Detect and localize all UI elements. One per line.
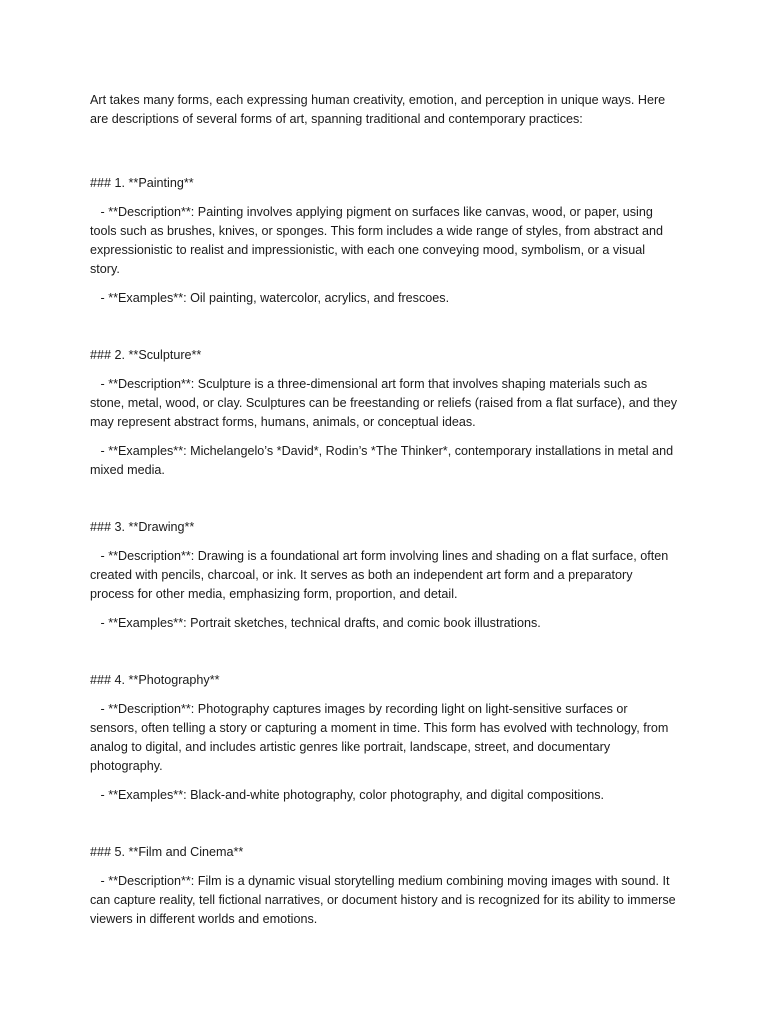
- section-examples: - **Examples**: Oil painting, watercolor, acrylics, and frescoes.: [90, 291, 450, 305]
- section-heading: ### 1. **Painting**: [90, 176, 194, 190]
- section-description: - **Description**: Sculpture is a three-dimensional art form that involves shaping materials such as stone, metal, wood, or clay. Sculptures can be freestanding or reliefs (raised from a flat surface), and they may represent abstract forms, humans, animals, or conceptual ideas.: [90, 377, 681, 429]
- section-painting: [90, 174, 678, 308]
- section-drawing: [90, 518, 678, 633]
- section-description: - **Description**: Photography captures images by recording light on light-sensitive surfaces or sensors, often telling a story or capturing a moment in time. This form has evolved with technology, from analog to digital, and includes artistic genres like portrait, landscape, street, and documentary photography.: [90, 702, 672, 773]
- document-page: [90, 91, 681, 939]
- section-photography: [90, 671, 678, 805]
- section-examples: - **Examples**: Portrait sketches, technical drafts, and comic book illustrations.: [90, 616, 541, 630]
- section-description: - **Description**: Drawing is a foundational art form involving lines and shading on a flat surface, often created with pencils, charcoal, or ink. It serves as both an independent art form and a preparatory process for other media, emphasizing form, proportion, and detail.: [90, 549, 672, 601]
- section-examples: - **Examples**: Black-and-white photography, color photography, and digital compositions.: [90, 788, 605, 802]
- section-heading: ### 3. **Drawing**: [90, 520, 195, 534]
- section-sculpture: [90, 346, 681, 480]
- section-film-and-cinema: [90, 843, 678, 929]
- section-description: - **Description**: Film is a dynamic visual storytelling medium combining moving images with sound. It can capture reality, tell fictional narratives, or document history and is recognized for its ability to immerse viewers in different worlds and emotions.: [90, 874, 680, 926]
- section-heading: ### 2. **Sculpture**: [90, 348, 202, 362]
- section-heading: ### 4. **Photography**: [90, 673, 220, 687]
- section-examples: - **Examples**: Michelangelo’s *David*, Rodin’s *The Thinker*, contemporary installations in metal and mixed media.: [90, 444, 677, 477]
- section-heading: ### 5. **Film and Cinema**: [90, 845, 244, 859]
- section-description: - **Description**: Painting involves applying pigment on surfaces like canvas, wood, or paper, using tools such as brushes, knives, or sponges. This form includes a wide range of styles, from abstract and expressionistic to realist and impressionistic, with each one conveying mood, symbolism, or a visual story.: [90, 205, 667, 276]
- intro-paragraph: Art takes many forms, each expressing human creativity, emotion, and perception in unique ways. Here are descriptions of several forms of art, spanning traditional and contemporary practices:: [90, 93, 669, 126]
